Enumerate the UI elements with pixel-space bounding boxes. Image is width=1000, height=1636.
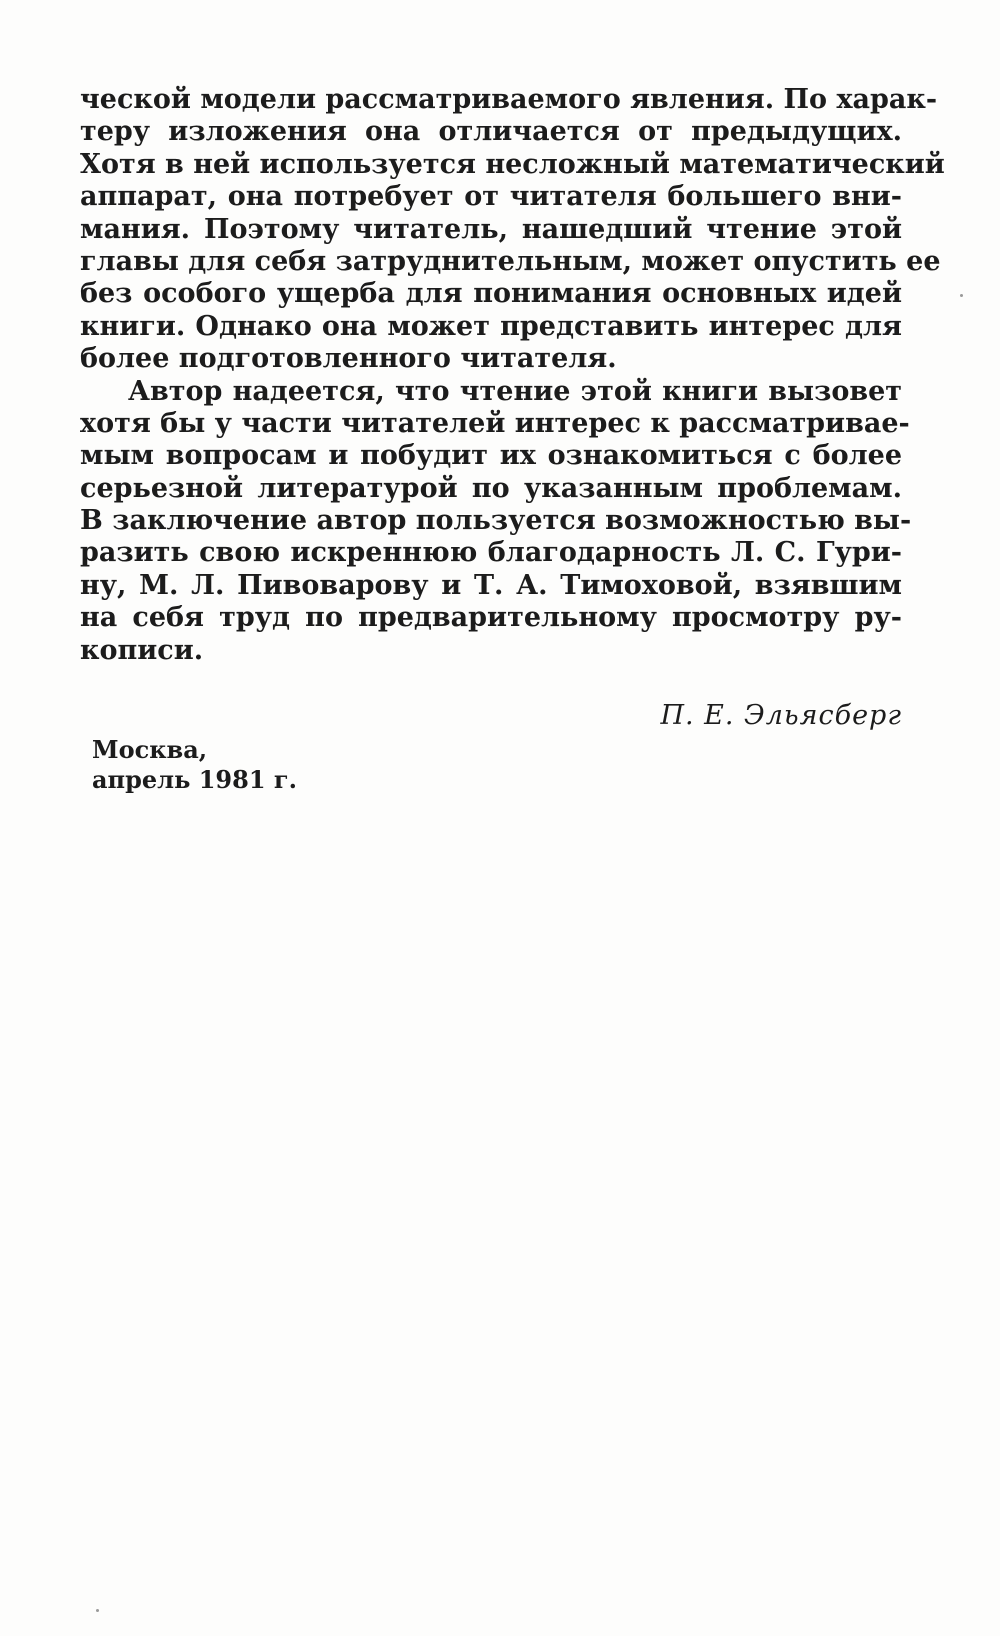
place: Москва, <box>92 735 208 764</box>
text-line: Автор надеется, что чтение этой книги вызовет <box>128 375 902 407</box>
text-line: В заключение автор пользуется возможностью вы- <box>80 505 912 537</box>
date: апрель 1981 г. <box>92 765 297 794</box>
text-line: серьезной литературой по указанным проблемам. <box>80 472 902 504</box>
text-line: теру изложения она отличается от предыдущих. <box>80 116 902 148</box>
scan-speck <box>960 294 963 297</box>
author-signature: П. Е. Эльясберг <box>660 700 902 731</box>
paragraph-2 <box>80 375 912 668</box>
text-line: мым вопросам и побудит их ознакомиться с более <box>80 440 902 472</box>
place-date <box>92 735 297 795</box>
scan-speck <box>96 1609 99 1612</box>
preface-text <box>80 84 945 667</box>
text-line: ческой модели рассматриваемого явления. По харак- <box>80 84 938 115</box>
text-line: на себя труд по предварительному просмотру ру- <box>80 602 902 634</box>
paragraph-1 <box>80 84 945 376</box>
text-line: ну, М. Л. Пивоварову и Т. А. Тимоховой, взявшим <box>80 569 902 601</box>
text-line: более подготовленного читателя. <box>80 343 617 375</box>
text-line: книги. Однако она может представить интерес для <box>80 310 902 342</box>
text-line: мания. Поэтому читатель, нашедший чтение этой <box>80 213 902 245</box>
text-line: Хотя в ней используется несложный математический <box>80 148 945 180</box>
text-line: без особого ущерба для понимания основных идей <box>80 278 902 310</box>
text-line: разить свою искреннюю благодарность Л. С. Гури- <box>80 537 902 569</box>
text-line: кописи. <box>80 634 204 666</box>
text-line: хотя бы у части читателей интерес к рассматривае- <box>80 407 910 439</box>
text-line: главы для себя затруднительным, может опустить ее <box>80 245 941 277</box>
text-line: аппарат, она потребует от читателя большего вни- <box>80 181 902 213</box>
